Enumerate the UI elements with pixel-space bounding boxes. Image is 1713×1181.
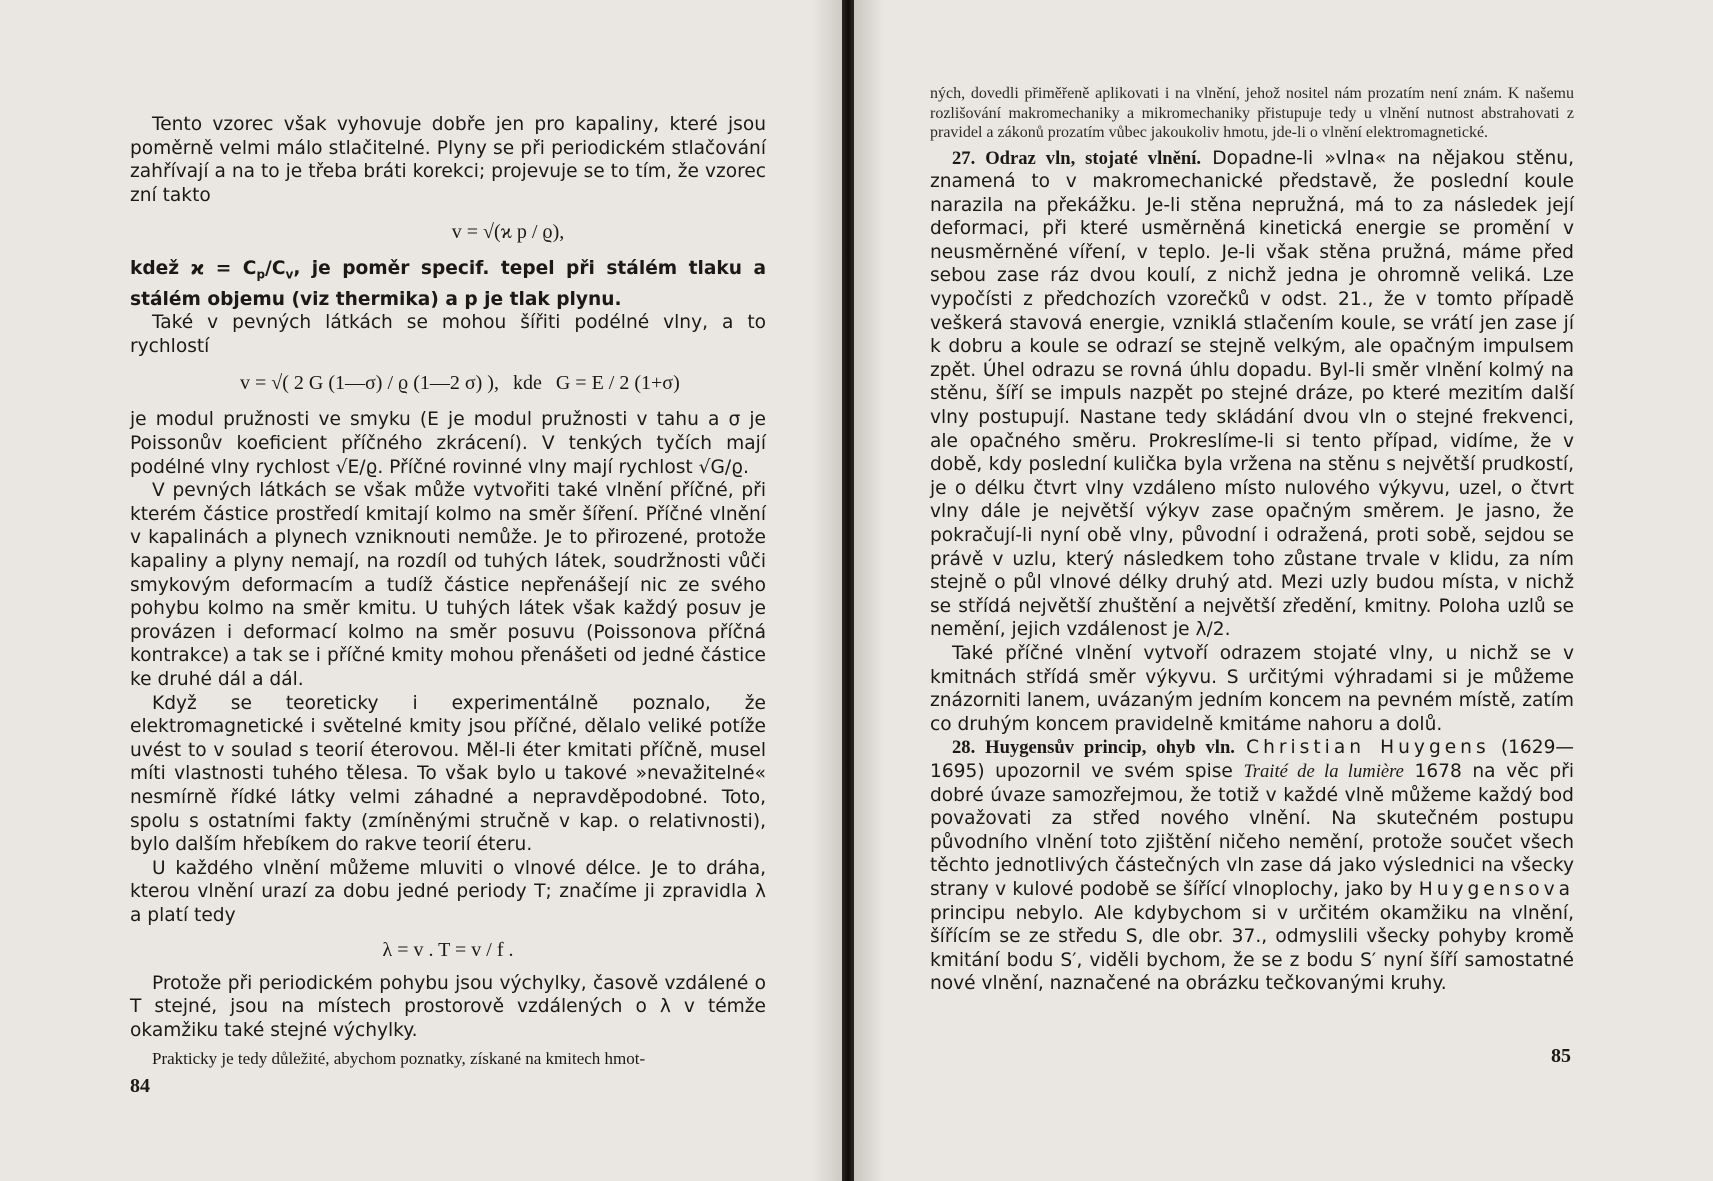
section-28 xyxy=(930,736,1574,996)
right-page-shadow xyxy=(854,0,884,1181)
left-paragraph-1: Tento vzorec však vyhovuje dobře jen pro kapaliny, které jsou poměrně velmi málo stlačitelné. Plyny se při periodickém stlačování zahřívají a na to je třeba bráti korekci; projevuje se to tím, že vzorec zní takto xyxy=(130,114,766,206)
book-title: Traité de la lumière xyxy=(1243,760,1404,782)
left-paragraph-5: V pevných látkách se však může vytvořiti také vlnění příčné, při kterém částice prostředí kmitají kolmo na směr šíření. Příčné vlnění v kapalinách a plynech vzniknouti nemůže. Je to přirozené, protože kapaliny a plyny nemají, na rozdíl od tuhých látek, soudržnosti vůči smykovým deformacím a tudíž částice nepřenášejí nic ze svého pohybu kolmo na směr kmitu. U tuhých látek však každý posuv je provázen i deformací kolmo na směr posuvu (Poissonova příčná kontrakce) a tak se i příčné kmity mohou přenášeti od jedné částice ke druhé dál a dál. xyxy=(130,480,766,690)
left-paragraph-4: je modul pružnosti ve smyku (E je modul pružnosti v tahu a σ je Poissonův koeficient příčného zkrácení). V tenkých tyčích mají podélné vlny rychlost √E/ϱ. Příčné rovinné vlny mají rychlost √G/ϱ. xyxy=(130,409,766,478)
left-paragraph-2: kdež $ϰ = C_p/C_v$, je poměr specif. tepel při stálém tlaku a stálém objemu (viz thermika) a p je tlak plynu. xyxy=(130,258,766,310)
author-name: Christian Huygens xyxy=(1246,737,1490,759)
left-paragraph-6: Když se teoreticky i experimentálně poznalo, že elektromagnetické i světelné kmity jsou příčné, dělalo veliké potíže uvést to v soulad s teorií éterovou. Měl-li éter kmitati příčně, musel míti vlastnosti tuhého tělesa. To však bylo u takové »nevažitelné« nesmírně řídké látky velmi záhadné a nepravděpodobné. Toto, spolu s ostatními fakty (zmíněnými stručně v kap. o relativnosti), bylo dalším hřebíkem do rakve teorií éteru. xyxy=(130,692,766,856)
section-27 xyxy=(930,147,1574,642)
formula-wavelength: λ = v . T = v / f . xyxy=(382,938,514,961)
section-28-text-c: principu nebylo. Ale kdybychom si v určitém okamžiku na vlnění, šířícím se ze středu S, dle obr. 37., odmyslili všecky pohyby kromě kmitání bodu S′, viděli bychom, že se z bodu S′ nyní šíří samostatné nové vlnění, naznačené na obrázku tečkovanými kruhy. xyxy=(930,902,1574,995)
page-number-left: 84 xyxy=(130,1075,150,1097)
author-name-genitive: Huygensova xyxy=(1418,878,1574,900)
left-paragraph-3: Také v pevných látkách se mohou šířiti podélné vlny, a to rychlostí xyxy=(130,312,766,357)
kappa-ratio: /C xyxy=(265,258,286,280)
right-text-column xyxy=(930,84,1574,996)
left-text-column xyxy=(130,113,766,1070)
left-paragraph-8: Protože při periodickém pohybu jsou výchylky, časově vzdálené o T stejné, jsou na místech prostorově vzdálených o λ v témže okamžiku také stejné výchylky. xyxy=(130,972,766,1041)
kappa-explanation: , je poměr specif. tepel při stálém tlaku a stálém objemu (viz thermika) a p je tlak plynu. xyxy=(130,258,766,310)
left-page-shadow xyxy=(812,0,842,1181)
formula-shear-modulus: G = E / 2 (1+σ) xyxy=(555,371,680,394)
kappa-definition: kdež ϰ = C xyxy=(130,258,257,280)
section-28-text-b: 1678 na věc při dobré úvaze samozřejmou, že totiž v každé vlně můžeme každý bod považovati za střed nového vlnění. Na skutečném postupu původního vlnění toto zjištění ničeho nemění, protože součet všech těchto jednotlivých částečných vln zase dá jako výslednici na všecky strany v kulové podobě se šířící vlnoplochy, jako by xyxy=(930,760,1574,900)
page-number-right: 85 xyxy=(1551,1045,1571,1067)
left-footnote: Prakticky je tedy důležité, abychom poznatky, získané na kmitech hmot- xyxy=(152,1049,646,1069)
right-page xyxy=(854,0,1713,1181)
section-27-heading: 27. Odraz vln, stojaté vlnění. xyxy=(952,147,1202,169)
formula-solid-velocity xyxy=(130,358,766,408)
formula-longitudinal: v = √( 2 G (1—σ) / ϱ (1—2 σ) ), xyxy=(240,371,499,394)
formula-kde: kde xyxy=(512,371,542,394)
section-27-text: Dopadne-li »vlna« na nějakou stěnu, znamená to v makromechanické představě, že poslední koule narazila na překážku. Je-li stěna nepružná, má to za následek její deformaci, při které usměrněná kinetická energie se promění v neusměrněné víření, v teplo. Je-li však stěna pružná, máme před sebou zase ráz dvou koulí, z nichž jedna je ohromně veliká. Lze vypočísti z předchozích vzorečků v odst. 21., že v tomto případě veškerá stavová energie, vzniklá stlačením koule, se vrátí jen zase jí k dobru a koule se odrazí se stejně velkým, ale opačným impulsem zpět. Úhel odrazu se rovná úhlu dopadu. Byl-li směr vlnění kolmý na stěnu, šíří se impuls nazpět po stejné dráze, po které mezitím další vlny postupují. Nastane tedy skládání dvou vln o stejné frekvenci, ale opačného směru. Prokreslíme-li si tento případ, vidíme, že v době, kdy poslední kulička byla vržena na stěnu s největší prudkostí, je o délku čtvrt vlny vzdáleno místo nulového výkyvu, uzel, o čtvrt vlny dále je největší výkyv zase opačným směrem. Je jasno, že pokračují-li nyní obě vlny, původní i odražená, proti sobě, sejdou se právě v uzlu, který následkem toho zůstane trvale v klidu, za ním stejně o půl vlnové délky druhý atd. Mezi uzly budou místa, v nichž se střídá největší zhuštění a největší zředění, kmitny. Poloha uzlů se nemění, jejich vzdálenost je λ/2. xyxy=(930,147,1574,641)
section-28-heading: 28. Huygensův princip, ohyb vln. xyxy=(952,737,1235,759)
right-footnote-continuation: ných, dovedli přiměřeně aplikovati i na vlnění, jehož nositel nám prozatím není znám. K našemu rozlišování makromechaniky a mikromechaniky přistupuje tedy u vlnění nutnost abstrahovati z pravidel a zákonů prozatím vůbec jakoukoliv hmotu, jde-li o vlnění elektromagnetické. xyxy=(930,85,1574,141)
book-gutter xyxy=(842,0,854,1181)
left-paragraph-7: U každého vlnění můžeme mluviti o vlnové délce. Je to dráha, kterou vlnění urazí za dobu jedné periody T; značíme ji zpravidla λ a platí tedy xyxy=(130,857,766,926)
formula-gas-velocity: v = √(ϰ p / ϱ), xyxy=(451,221,565,244)
section-27-paragraph-2: Také příčné vlnění vytvoří odrazem stojaté vlny, u nichž se v kmitnách střídá směr výkyvu. S určitými výhradami si je můžeme znázorniti lanem, uvázaným jedním koncem na pevném místě, zatím co druhým koncem pravidelně kmitáme nahoru a dolů. xyxy=(930,642,1574,735)
section-28-text-a: (1629—1695) upozornil ve svém spise xyxy=(930,737,1574,782)
left-page xyxy=(0,0,842,1181)
